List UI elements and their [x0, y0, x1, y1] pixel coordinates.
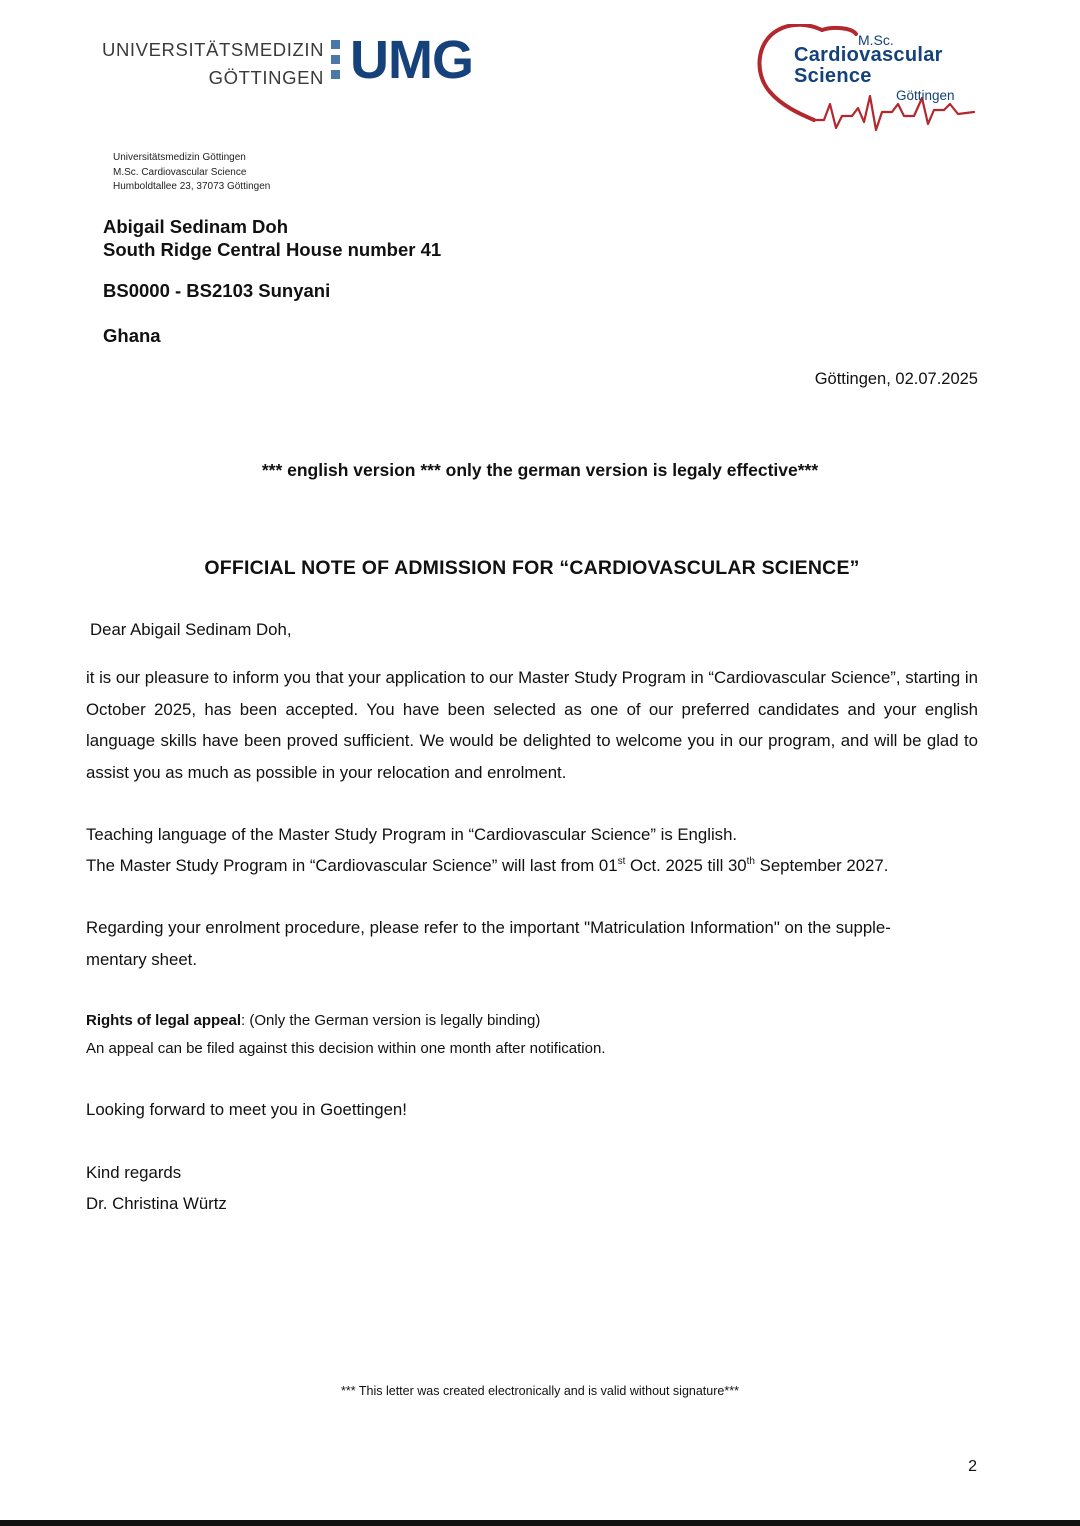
sender-line: Humboldtallee 23, 37073 Göttingen	[113, 181, 271, 192]
admission-paragraph: it is our pleasure to inform you that your application to our Master Study Program in “Cardiovascular Science”, starting in October 2025, has been accepted. You have been selected as one of our preferred candidates and your english language skills have been proved sufficient. We would be delighted to welcome you in our program, and will be glad to assist you as much as possible in your relocation and enrolment.	[86, 668, 978, 782]
recipient-country: Ghana	[103, 325, 161, 346]
enrolment-line-1: Regarding your enrolment procedure, please refer to the important "Matriculation Information" on the supple-	[86, 918, 891, 937]
sender-line: Universitätsmedizin Göttingen	[113, 152, 246, 163]
umg-logo-line1: UNIVERSITÄTSMEDIZIN	[102, 39, 325, 60]
sender-line: M.Sc. Cardiovascular Science	[113, 166, 247, 178]
recipient-street: South Ridge Central House number 41	[103, 239, 442, 260]
program-duration-line: The Master Study Program in “Cardiovascular Science” will last from 01st Oct. 2025 till 30th September 2027.	[86, 856, 889, 875]
umg-logo-text	[102, 36, 324, 92]
recipient-postal: BS0000 - BS2103 Sunyani	[103, 280, 331, 301]
teaching-language-line: Teaching language of the Master Study Program in “Cardiovascular Science” is English.	[86, 825, 738, 844]
umg-logo-dots-icon	[331, 40, 340, 82]
regards-line: Kind regards	[86, 1163, 182, 1182]
electronic-letter-note: *** This letter was created electronically and is valid without signature***	[341, 1384, 739, 1398]
page-number: 2	[968, 1458, 977, 1475]
salutation: Dear Abigail Sedinam Doh,	[90, 620, 292, 639]
legal-appeal-text: An appeal can be filed against this decision within one month after notification.	[86, 1040, 606, 1057]
sender-address	[113, 151, 270, 195]
legal-appeal-label: Rights of legal appeal	[86, 1012, 242, 1029]
cardio-logo-city: Göttingen	[896, 88, 955, 103]
legal-appeal-heading: Rights of legal appeal: (Only the German version is legally binding)	[86, 1012, 541, 1029]
recipient-name: Abigail Sedinam Doh	[103, 216, 289, 237]
language-notice: *** english version *** only the german version is legaly effective***	[261, 460, 819, 480]
cardio-logo-line2: Science	[794, 65, 872, 87]
closing-line: Looking forward to meet you in Goettingen!	[86, 1100, 407, 1119]
cardio-logo-msc: M.Sc.	[858, 32, 894, 48]
page-bottom-edge	[0, 1520, 1080, 1526]
signatory-name: Dr. Christina Würtz	[86, 1194, 227, 1213]
letter-title: OFFICIAL NOTE OF ADMISSION FOR “CARDIOVASCULAR SCIENCE”	[204, 557, 860, 579]
letter-date: Göttingen, 02.07.2025	[814, 370, 978, 388]
umg-logo-mark: UMG	[350, 30, 473, 90]
enrolment-line-2: mentary sheet.	[86, 950, 197, 969]
umg-logo-line2: GÖTTINGEN	[208, 67, 324, 88]
cardio-logo-line1: Cardiovascular	[794, 44, 943, 66]
